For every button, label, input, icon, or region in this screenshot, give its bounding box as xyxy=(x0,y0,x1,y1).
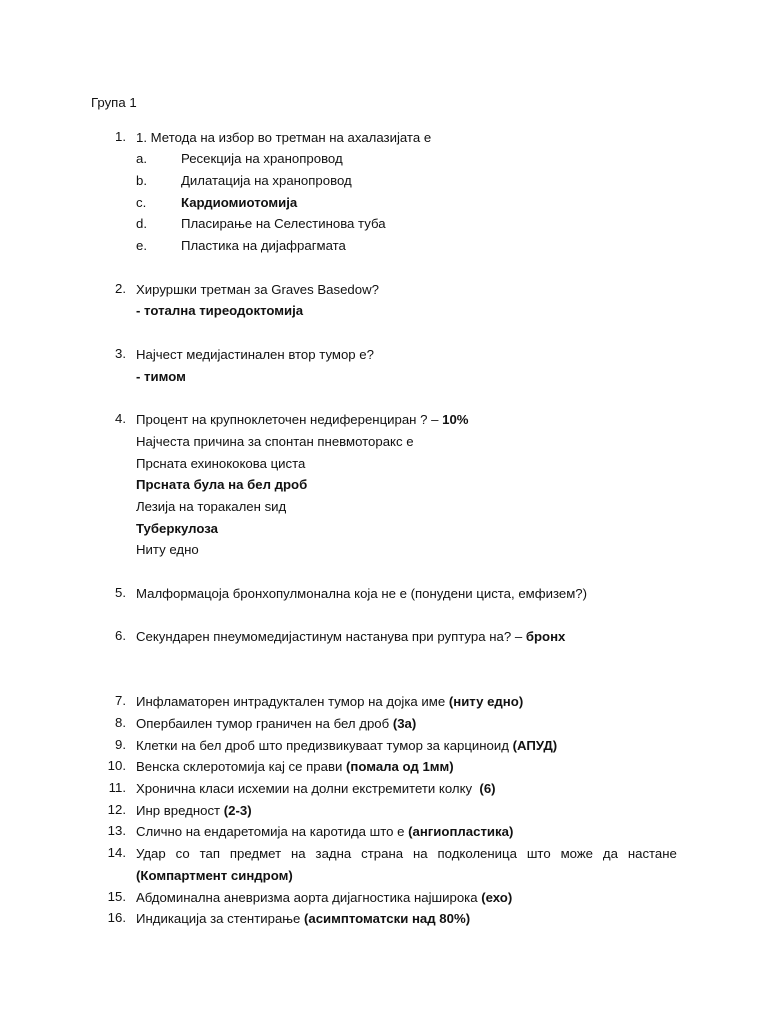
question-text: Малформацоја бронхопулмонална која не е (понудени циста, емфизем?) xyxy=(136,586,587,601)
item-number: 9. xyxy=(115,737,126,752)
option-text-correct: Прсната була на бел дроб xyxy=(136,477,308,492)
answer-text: (3а) xyxy=(392,716,417,731)
item-number: 4. xyxy=(115,411,126,426)
question-line xyxy=(136,889,512,907)
option-text: Ресекција на хранопровод xyxy=(181,151,343,166)
question-line xyxy=(136,628,565,646)
word: предмет xyxy=(229,846,282,861)
item-number: 7. xyxy=(115,693,126,708)
question-text-justified xyxy=(136,845,677,863)
question-line xyxy=(136,910,470,928)
question-line xyxy=(136,715,416,733)
word: може xyxy=(560,846,593,861)
option-text: Ниту едно xyxy=(136,542,199,557)
word: Удар xyxy=(136,846,166,861)
question-text: Абдоминална аневризма аорта дијагностика најширока xyxy=(136,890,482,905)
answer-text: (помала од 1мм) xyxy=(346,759,454,774)
answer-text: (Компартмент синдром) xyxy=(136,868,293,883)
option-text-correct: Туберкулоза xyxy=(136,521,218,536)
answer-text: (2-3) xyxy=(223,803,252,818)
option-letter: d. xyxy=(136,216,147,231)
option-text: Дилатација на хранопровод xyxy=(181,173,352,188)
word: задна xyxy=(315,846,352,861)
option-letter: b. xyxy=(136,173,147,188)
question-text: Секундарен пнеумомедијастинум настанува при руптура на? – xyxy=(136,629,526,644)
word: настане xyxy=(627,846,677,861)
item-number: 12. xyxy=(107,802,126,817)
item-number: 3. xyxy=(115,346,126,361)
item-number: 14. xyxy=(107,845,126,860)
answer-text: 10% xyxy=(442,412,469,427)
question-text: Хируршки третман за Graves Basedow? xyxy=(136,282,379,297)
answer-text: (АПУД) xyxy=(512,738,558,753)
answer-text: - тотална тиреодоктомија xyxy=(136,303,304,318)
item-number: 1. xyxy=(115,129,126,144)
answer-text: (ангиопластика) xyxy=(408,824,514,839)
option-letter: c. xyxy=(136,195,147,210)
question-text: Клетки на бел дроб што предизвикуваат тумор за карциноид xyxy=(136,738,513,753)
question-text: 1. Метода на избор во третман на ахалазијата е xyxy=(136,130,432,145)
answer-text: (ехо) xyxy=(481,890,513,905)
option-text: Пластика на дијафрагмата xyxy=(181,238,346,253)
option-letter: a. xyxy=(136,151,147,166)
question-text: Слично на ендаретомија на каротида што е xyxy=(136,824,409,839)
question-text: Инфламаторен интрадуктален тумор на дојка име xyxy=(136,694,449,709)
document-title: Група 1 xyxy=(91,95,137,110)
question-text: Индикација за стентирање xyxy=(136,911,304,926)
word: страна xyxy=(361,846,404,861)
question-line xyxy=(136,823,513,841)
item-number: 16. xyxy=(107,910,126,925)
option-text: Лезија на торакален ѕид xyxy=(136,499,287,514)
item-number: 8. xyxy=(115,715,126,730)
question-text: Венска склеротомија кај се прави xyxy=(136,759,346,774)
question-line xyxy=(136,693,523,711)
word: тап xyxy=(199,846,220,861)
question-line xyxy=(136,411,469,429)
question-line xyxy=(136,802,252,820)
question-text: Најчеста причина за спонтан пневмоторакс е xyxy=(136,434,414,449)
item-number: 13. xyxy=(107,823,126,838)
question-line xyxy=(136,737,557,755)
item-number: 11. xyxy=(108,780,126,795)
question-text: Хронична класи исхемии на долни екстремитети колку xyxy=(136,781,480,796)
question-line xyxy=(136,780,496,798)
option-text: Прсната ехинококова циста xyxy=(136,456,306,471)
item-number: 5. xyxy=(115,585,126,600)
word: на xyxy=(412,846,428,861)
word: што xyxy=(526,846,551,861)
answer-text: (асимптоматски над 80%) xyxy=(304,911,471,926)
word: да xyxy=(602,846,618,861)
option-text-correct: Кардиомиотомија xyxy=(181,195,298,210)
question-line xyxy=(136,758,454,776)
answer-text: - тимом xyxy=(136,369,186,384)
answer-text: (6) xyxy=(479,781,496,796)
option-text: Пласирање на Селестинова туба xyxy=(181,216,386,231)
question-text: Најчест медијастинален втор тумор е? xyxy=(136,347,374,362)
option-letter: e. xyxy=(136,238,147,253)
word: со xyxy=(175,846,190,861)
answer-text: (ниту едно) xyxy=(448,694,524,709)
question-text: Инр вредност xyxy=(136,803,224,818)
item-number: 15. xyxy=(107,889,126,904)
word: на xyxy=(291,846,306,861)
answer-text: бронх xyxy=(525,629,566,644)
question-text: Процент на крупноклеточен недиференциран ? – xyxy=(136,412,443,427)
item-number: 2. xyxy=(115,281,126,296)
question-text: Опербаилен тумор граничен на бел дроб xyxy=(136,716,393,731)
item-number: 6. xyxy=(115,628,126,643)
item-number: 10. xyxy=(107,758,126,773)
word: подколеница xyxy=(437,846,517,861)
